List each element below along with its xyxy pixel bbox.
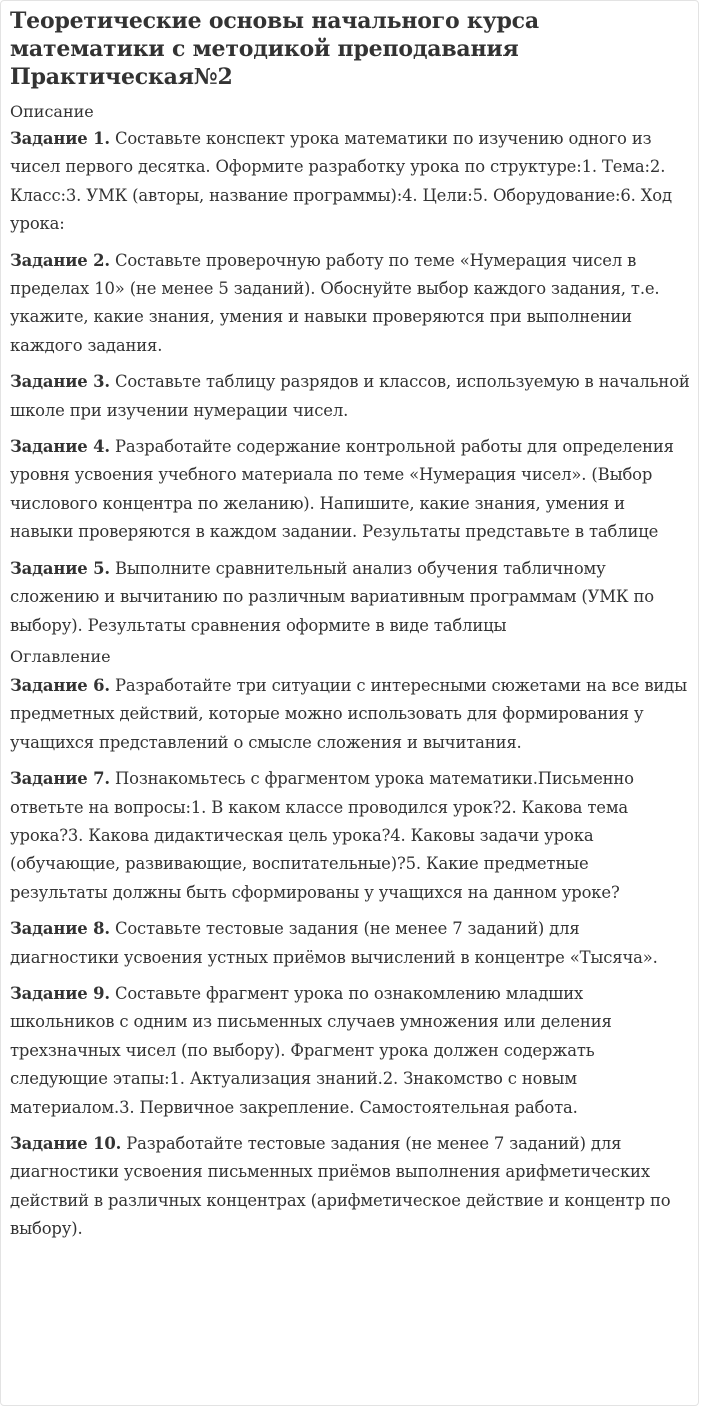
task-text: Составьте тестовые задания (не менее 7 заданий) для диагностики усвоения устных приёмов вычислений в концентре «Тысяча». [10, 919, 658, 967]
task-6 [10, 672, 690, 757]
task-text: Разработайте содержание контрольной работы для определения уровня усвоения учебного материала по теме «Нумерация чисел». (Выбор числового концентра по желанию). Напишите, какие знания, умения и навыки проверяются в каждом задании. Результаты представьте в таблице [10, 437, 674, 542]
task-heading: Задание 2. [10, 250, 110, 270]
task-text: Выполните сравнительный анализ обучения табличному сложению и вычитанию по различным вариативным программам (УМК по выбору). Результаты сравнения оформите в виде таблицы [10, 558, 655, 635]
description-label: Описание [10, 102, 94, 121]
task-9 [10, 980, 690, 1122]
task-4 [10, 433, 690, 547]
assignment-content [1, 1, 698, 1244]
task-text: Составьте конспект урока математики по изучению одного из чисел первого десятка. Оформите разработку урока по структуре:1. Тема:2. Класс:3. УМК (авторы, название программы):4. Цели:5. Оборудование:6. Ход урока: [10, 129, 672, 234]
task-heading: Задание 7. [10, 769, 110, 789]
task-heading: Задание 4. [10, 437, 110, 457]
task-text: Составьте проверочную работу по теме «Нумерация чисел в пределах 10» (не менее 5 заданий). Обоснуйте выбор каждого задания, т.е. укажите, какие знания, умения и навыки проверяются при выполнении каждого задания. [10, 250, 660, 355]
task-5 [10, 555, 690, 640]
task-text: Составьте таблицу разрядов и классов, используемую в начальной школе при изучении нумерации чисел. [10, 372, 690, 420]
task-heading: Задание 1. [10, 129, 110, 148]
task-7 [10, 765, 690, 907]
task-1 [10, 125, 690, 239]
task-2 [10, 247, 690, 361]
task-text: Познакомьтесь с фрагментом урока математики.Письменно ответьте на вопросы:1. В каком классе проводился урок?2. Какова тема урока?3. Какова дидактическая цель урока?4. Каковы задачи урока (обучающие, развивающие, воспитательные)?5. Какие предметные результаты должны быть сформированы у учащихся на данном уроке? [10, 769, 634, 902]
task-text: Составьте фрагмент урока по ознакомлению младших школьников с одним из письменных случаев умножения или деления трехзначных чисел (по выбору). Фрагмент урока должен содержать следующие этапы:1. Актуализация знаний.2. Знакомство с новым материалом.3. Первичное закрепление. Самостоятельная работа. [10, 983, 612, 1117]
task-3 [10, 368, 690, 425]
task-8 [10, 915, 690, 972]
task-10 [10, 1130, 690, 1244]
page-title: Теоретические основы начального курса математики с методикой преподавания Практическая№2 [10, 8, 539, 90]
task-text: Разработайте тестовые задания (не менее 7 заданий) для диагностики усвоения письменных приёмов выполнения арифметических действий в различных концентрах (арифметическое действие и концентр по выбору). [10, 1134, 671, 1239]
task-heading: Задание 5. [10, 558, 110, 578]
toc-label: Оглавление [10, 646, 111, 666]
task-text: Разработайте три ситуации с интересными сюжетами на все виды предметных действий, которые можно использовать для формирования у учащихся представлений о смысле сложения и вычитания. [10, 675, 688, 752]
task-heading: Задание 8. [10, 919, 110, 939]
task-heading: Задание 6. [10, 675, 110, 695]
task-heading: Задание 3. [10, 372, 110, 392]
task-heading: Задание 10. [10, 1134, 122, 1153]
task-heading: Задание 9. [10, 983, 110, 1003]
